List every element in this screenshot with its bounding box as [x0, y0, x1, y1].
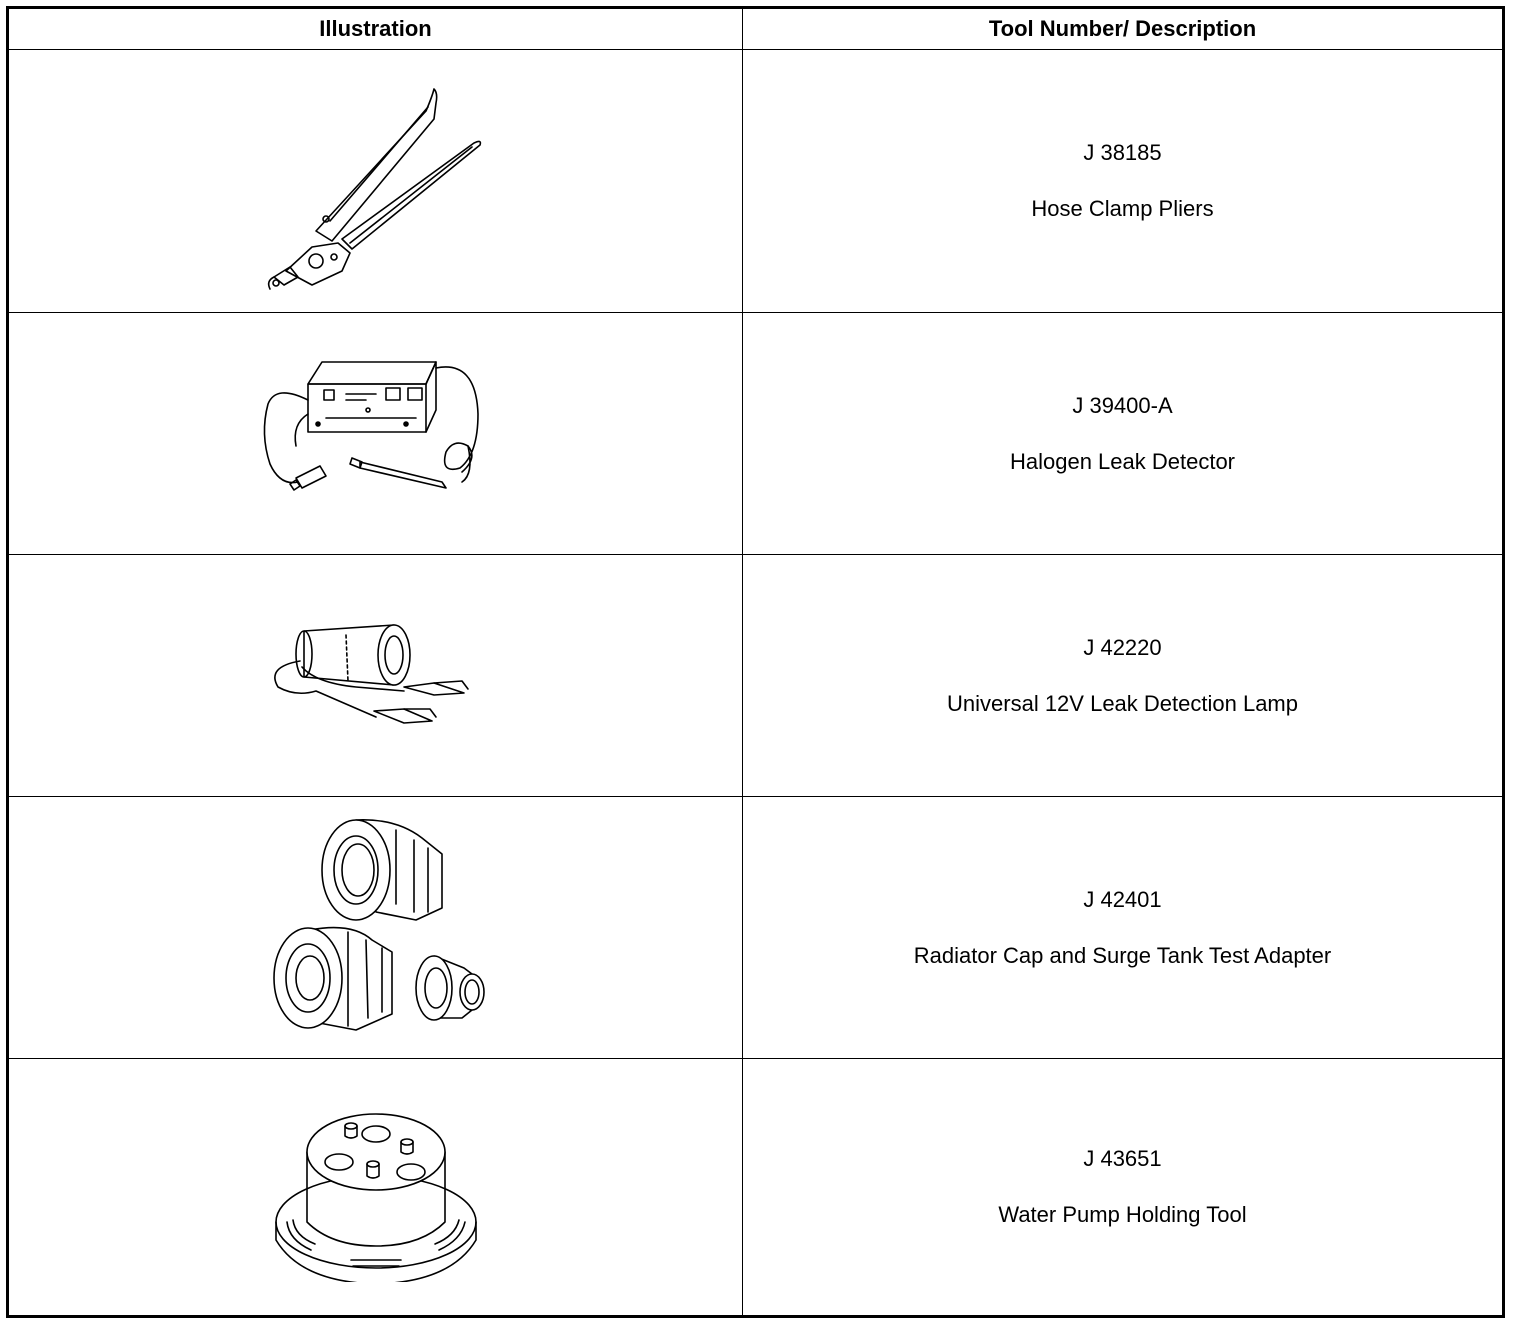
tool-number: J 42220 [1083, 634, 1162, 660]
description-cell [743, 1059, 1502, 1315]
tool-number: J 39400-A [1072, 392, 1173, 418]
illustration-cell [9, 313, 743, 554]
special-tools-table [6, 6, 1505, 1318]
table-row [9, 313, 1502, 555]
tool-description: Universal 12V Leak Detection Lamp [947, 690, 1298, 716]
illustration-cell [9, 50, 743, 312]
tool-number: J 38185 [1083, 140, 1162, 165]
illustration-cell [9, 1059, 743, 1315]
table-row [9, 50, 1502, 313]
illustration-cell [9, 555, 743, 796]
halogen-leak-detector-icon [256, 354, 496, 514]
header-tool-description: Tool Number/ Description [988, 16, 1257, 41]
description-cell [743, 50, 1502, 312]
tool-description: Hose Clamp Pliers [1031, 196, 1214, 221]
table-row [9, 797, 1502, 1059]
description-cell [743, 797, 1502, 1058]
table-row [9, 1059, 1502, 1315]
description-cell [743, 555, 1502, 796]
leak-detection-lamp-icon [256, 611, 496, 741]
tool-description: Water Pump Holding Tool [998, 1202, 1247, 1227]
hose-clamp-pliers-icon [246, 71, 506, 291]
tool-description: Halogen Leak Detector [1009, 448, 1236, 474]
table-row [9, 555, 1502, 797]
tool-number: J 43651 [1083, 1146, 1162, 1171]
header-illustration: Illustration [9, 9, 743, 49]
description-cell [743, 313, 1502, 554]
radiator-cap-adapter-icon [256, 808, 496, 1048]
illustration-cell [9, 797, 743, 1058]
table-header-row [9, 9, 1502, 50]
water-pump-holding-tool-icon [261, 1092, 491, 1282]
tool-number: J 42401 [1083, 886, 1162, 912]
tool-description: Radiator Cap and Surge Tank Test Adapter [913, 942, 1332, 968]
